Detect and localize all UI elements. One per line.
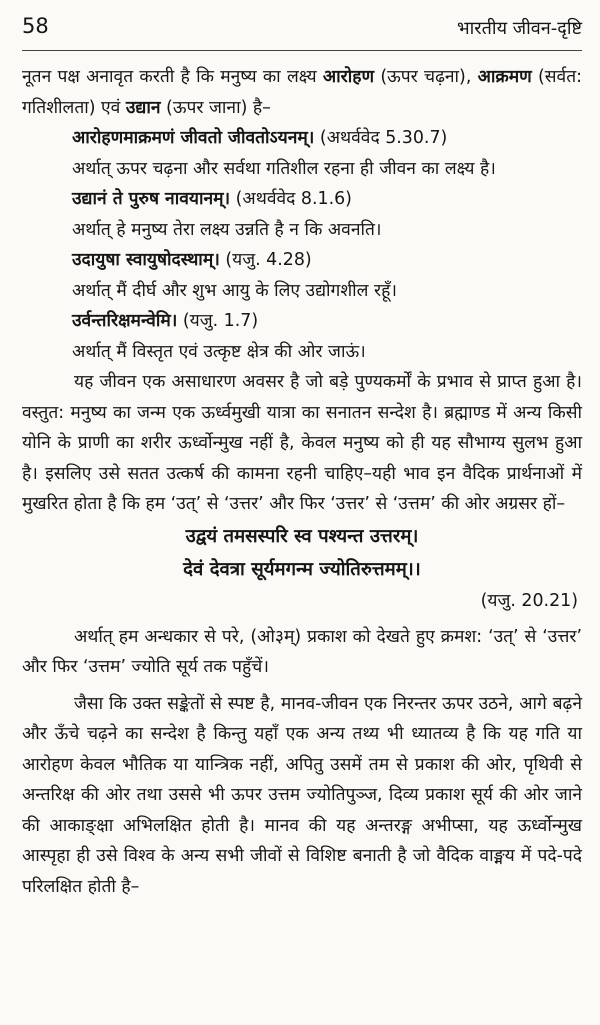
quote-sloka	[22, 306, 582, 337]
sloka-reference: (अथर्ववेद 5.30.7)	[314, 128, 448, 148]
verse-line: उद्वयं तमसस्परि स्व पश्यन्त उत्तरम्।	[185, 525, 419, 547]
quote-sloka	[22, 123, 582, 154]
page-number: 58	[22, 14, 49, 38]
quote-meaning: अर्थात् मैं दीर्घ और शुभ आयु के लिए उद्योगशील रहूँ।	[72, 280, 397, 301]
sloka-reference: (यजु. 4.28)	[219, 250, 312, 270]
page-header	[22, 14, 582, 46]
running-title: भारतीय जीवन-दृष्टि	[456, 18, 582, 39]
verse-line: देवं देवत्रा सूर्यमगन्म ज्योतिरुत्तमम्।।	[183, 558, 421, 580]
quote-meaning: अर्थात् मैं विस्तृत एवं उत्कृष्ट क्षेत्र की ओर जाऊं।	[72, 341, 366, 362]
quote-meaning: अर्थात् हे मनुष्य तेरा लक्ष्य उन्नति है न कि अवनति।	[72, 219, 382, 240]
quote-sloka	[22, 245, 582, 276]
intro-paragraph: नूतन पक्ष अनावृत करती है कि मनुष्य का लक्ष्य आरोहण (ऊपर चढ़ना), आक्रमण (सर्वत: गतिशीलता) एवं उद्यान (ऊपर जाना) है–	[22, 67, 582, 118]
sloka-reference: (यजु. 1.7)	[177, 311, 259, 331]
sloka-text: आरोहणमाक्रमणं जीवतो जीवतोऽयनम्।	[72, 128, 315, 148]
term-arohan: आरोहण	[322, 67, 375, 87]
sloka-text: उद्यानं ते पुरुष नावयानम्।	[72, 189, 231, 209]
body-paragraph: यह जीवन एक असाधारण अवसर है जो बड़े पुण्यकर्मों के प्रभाव से प्राप्त हुआ है। वस्तुत: मनुष्य का जन्म एक ऊर्ध्वमुखी यात्रा का सनातन सन्देश है। ब्रह्माण्ड में अन्य किसी योनि के प्राणी का शरीर ऊर्ध्वोन्मुख नहीं है, केवल मनुष्य को ही यह सौभाग्य सुलभ हुआ है। इसलिए उसे सतत उत्कर्ष की कामना रहनी चाहिए–यही भाव इन वैदिक प्रार्थनाओं में मुखरित होता है कि हम ‘उत्’ से ‘उत्तर’ और फिर ‘उत्तर’ से ‘उत्तम’ की ओर अग्रसर हों–	[22, 372, 582, 514]
verse-reference: (यजु. 20.21)	[480, 590, 578, 611]
body-paragraph: अर्थात् हम अन्धकार से परे, (ओ३म्) प्रकाश को देखते हुए क्रमश: ‘उत्’ से ‘उत्तर’ और फिर ‘उत्तम’ ज्योति सूर्य तक पहुँचें।	[22, 626, 582, 677]
sloka-text: उर्वन्तरिक्षमन्वेमि।	[72, 311, 178, 331]
term-akraman: आक्रमण	[477, 67, 532, 87]
term-udyan: उद्यान	[125, 97, 161, 118]
header-rule	[22, 50, 582, 51]
page-body	[22, 62, 582, 902]
body-paragraph: जैसा कि उक्त सङ्केतों से स्पष्ट है, मानव-जीवन एक निरन्तर ऊपर उठने, आगे बढ़ने और ऊँचे चढ़ने का सन्देश है किन्तु यहाँ एक अन्य तथ्य भी ध्यातव्य है कि यह गति या आरोहण केवल भौतिक या यान्त्रिक नहीं, अपितु उसमें तम से प्रकाश की ओर, पृथिवी से अन्तरिक्ष की ओर तथा उससे भी ऊपर उत्तम ज्योतिपुञ्ज, दिव्य प्रकाश सूर्य की ओर जाने की आकाङ्क्षा अभिलक्षित होती है। मानव की यह अन्तरङ्ग अभीप्सा, यह ऊर्ध्वोन्मुख आस्पृहा ही उसे विश्व के अन्य सभी जीवों से विशिष्ट बनाती है जो वैदिक वाङ्मय में पदे-पदे परिलक्षित होती है–	[22, 693, 582, 897]
quote-sloka	[22, 184, 582, 215]
sloka-reference: (अथर्ववेद 8.1.6)	[230, 189, 352, 209]
sloka-text: उदायुषा स्वायुषोदस्थाम्।	[72, 250, 220, 270]
quote-meaning: अर्थात् ऊपर चढ़ना और सर्वथा गतिशील रहना ही जीवन का लक्ष्य है।	[72, 158, 496, 179]
